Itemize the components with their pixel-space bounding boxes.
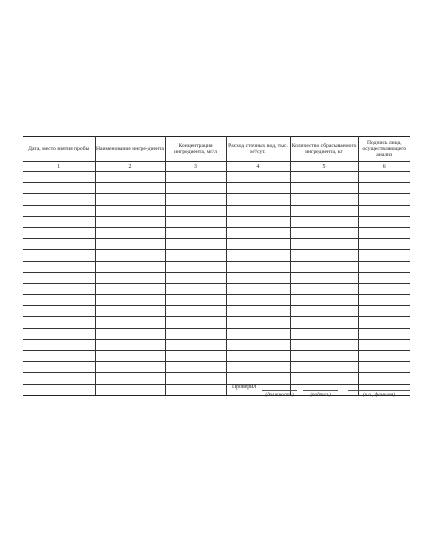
table-cell [23,339,95,350]
signature-caption: (подпись) [310,393,331,398]
table-cell [226,250,290,261]
position-signature-line [262,390,297,391]
table-row [23,216,410,227]
table-cell [165,295,226,306]
table-cell [358,272,410,283]
table-cell [290,216,358,227]
table-cell [95,295,165,306]
table-cell [226,295,290,306]
table-row [23,373,410,384]
table-cell [165,328,226,339]
table-cell [226,283,290,294]
table-cell [226,373,290,384]
table-cell [290,283,358,294]
table-row [23,272,410,283]
table-cell [358,362,410,373]
table-cell [226,351,290,362]
table-cell [290,328,358,339]
table-cell [358,339,410,350]
table-cell [358,205,410,216]
table-cell [23,283,95,294]
table-cell [165,339,226,350]
table-row [23,351,410,362]
table-cell [165,306,226,317]
table-cell [358,351,410,362]
header-discharged-amount: Количество сбрасываемого ингредиента, кг [290,137,358,162]
table-cell [23,227,95,238]
table-cell [95,339,165,350]
table-row [23,183,410,194]
table-cell [226,183,290,194]
table-row [23,172,410,183]
table-cell [23,328,95,339]
table-cell [23,295,95,306]
table-cell [290,250,358,261]
table-cell [23,172,95,183]
table-cell [23,261,95,272]
table-cell [95,317,165,328]
table-cell [165,205,226,216]
table-cell [358,373,410,384]
table-cell [23,373,95,384]
position-caption: (должность) [265,393,294,398]
table-row [23,317,410,328]
table-cell [165,194,226,205]
table-cell [290,351,358,362]
table-cell [165,283,226,294]
table-cell [165,351,226,362]
column-number-row [23,162,410,172]
table-cell [23,239,95,250]
table-row [23,295,410,306]
table-cell [23,205,95,216]
table-cell [290,272,358,283]
table-cell [290,205,358,216]
table-row [23,261,410,272]
table-cell [95,172,165,183]
signature-line [303,390,338,391]
table-cell [358,317,410,328]
table-cell [165,373,226,384]
table-row [23,239,410,250]
header-concentration: Концентрация ингредиента, мг/л [165,137,226,162]
table-cell [226,227,290,238]
table-cell [358,227,410,238]
table-cell [358,194,410,205]
table-row [23,283,410,294]
table-cell [165,250,226,261]
table-cell [23,194,95,205]
table-cell [165,261,226,272]
table-cell [290,362,358,373]
table-cell [358,239,410,250]
header-wastewater-flow: Расход сточных вод, тыс. м³/сут. [226,137,290,162]
table-cell [358,216,410,227]
table-cell [95,183,165,194]
table-cell [226,205,290,216]
table-cell [226,362,290,373]
table-cell [226,317,290,328]
table-cell [95,194,165,205]
table-cell [358,261,410,272]
table-cell [226,172,290,183]
table-cell [23,384,95,395]
table-cell [165,272,226,283]
header-row [23,137,410,162]
table-cell [23,183,95,194]
table-row [23,339,410,350]
header-analyst-signature: Подпись лица, осуществляющего анализ [358,137,410,162]
table-cell [165,362,226,373]
table-cell [95,250,165,261]
table-row [23,362,410,373]
table-cell [226,306,290,317]
table-cell [358,250,410,261]
table-cell [23,250,95,261]
table-cell [290,339,358,350]
table-cell [95,272,165,283]
table-cell [23,362,95,373]
table-cell [95,328,165,339]
table-cell [290,227,358,238]
table-cell [95,227,165,238]
column-number: 5 [290,162,358,172]
journal-table [23,136,410,396]
header-sample-date-place: Дата, место взятия пробы [23,137,95,162]
column-number: 3 [165,162,226,172]
name-caption: (и.о., фамилия) [362,393,396,398]
column-number: 4 [226,162,290,172]
table-row [23,194,410,205]
table-cell [290,373,358,384]
table-cell [95,283,165,294]
table-cell [165,317,226,328]
table-cell [95,306,165,317]
column-number: 1 [23,162,95,172]
table-cell [23,351,95,362]
table-cell [358,283,410,294]
table-cell [226,216,290,227]
table-cell [165,239,226,250]
table-row [23,250,410,261]
column-number: 6 [358,162,410,172]
table-cell [358,183,410,194]
table-cell [226,194,290,205]
table-cell [95,261,165,272]
table-cell [290,306,358,317]
table-cell [358,295,410,306]
table-cell [226,328,290,339]
table-cell [165,172,226,183]
table-cell [95,384,165,395]
table-row [23,205,410,216]
table-cell [290,239,358,250]
table-cell [290,194,358,205]
table-cell [95,351,165,362]
table-cell [358,172,410,183]
table-cell [165,216,226,227]
table-cell [290,295,358,306]
checked-by-label: Проверил [232,384,257,390]
table-cell [290,183,358,194]
column-number: 2 [95,162,165,172]
table-cell [95,205,165,216]
table-cell [165,227,226,238]
table-row [23,328,410,339]
table-cell [95,216,165,227]
table-cell [290,172,358,183]
table-cell [290,317,358,328]
table-cell [165,384,226,395]
table-cell [23,317,95,328]
header-ingredient-name: Наименование ингре-диента [95,137,165,162]
table-cell [226,261,290,272]
table-cell [358,306,410,317]
table-row [23,227,410,238]
table-cell [23,216,95,227]
table-cell [358,328,410,339]
table-cell [226,272,290,283]
table-cell [23,272,95,283]
table-cell [226,239,290,250]
table-row [23,306,410,317]
table-cell [95,239,165,250]
table-cell [290,261,358,272]
table-cell [95,362,165,373]
table-cell [165,183,226,194]
table-cell [95,373,165,384]
table-cell [23,306,95,317]
name-signature-line [348,390,410,391]
table-cell [226,339,290,350]
